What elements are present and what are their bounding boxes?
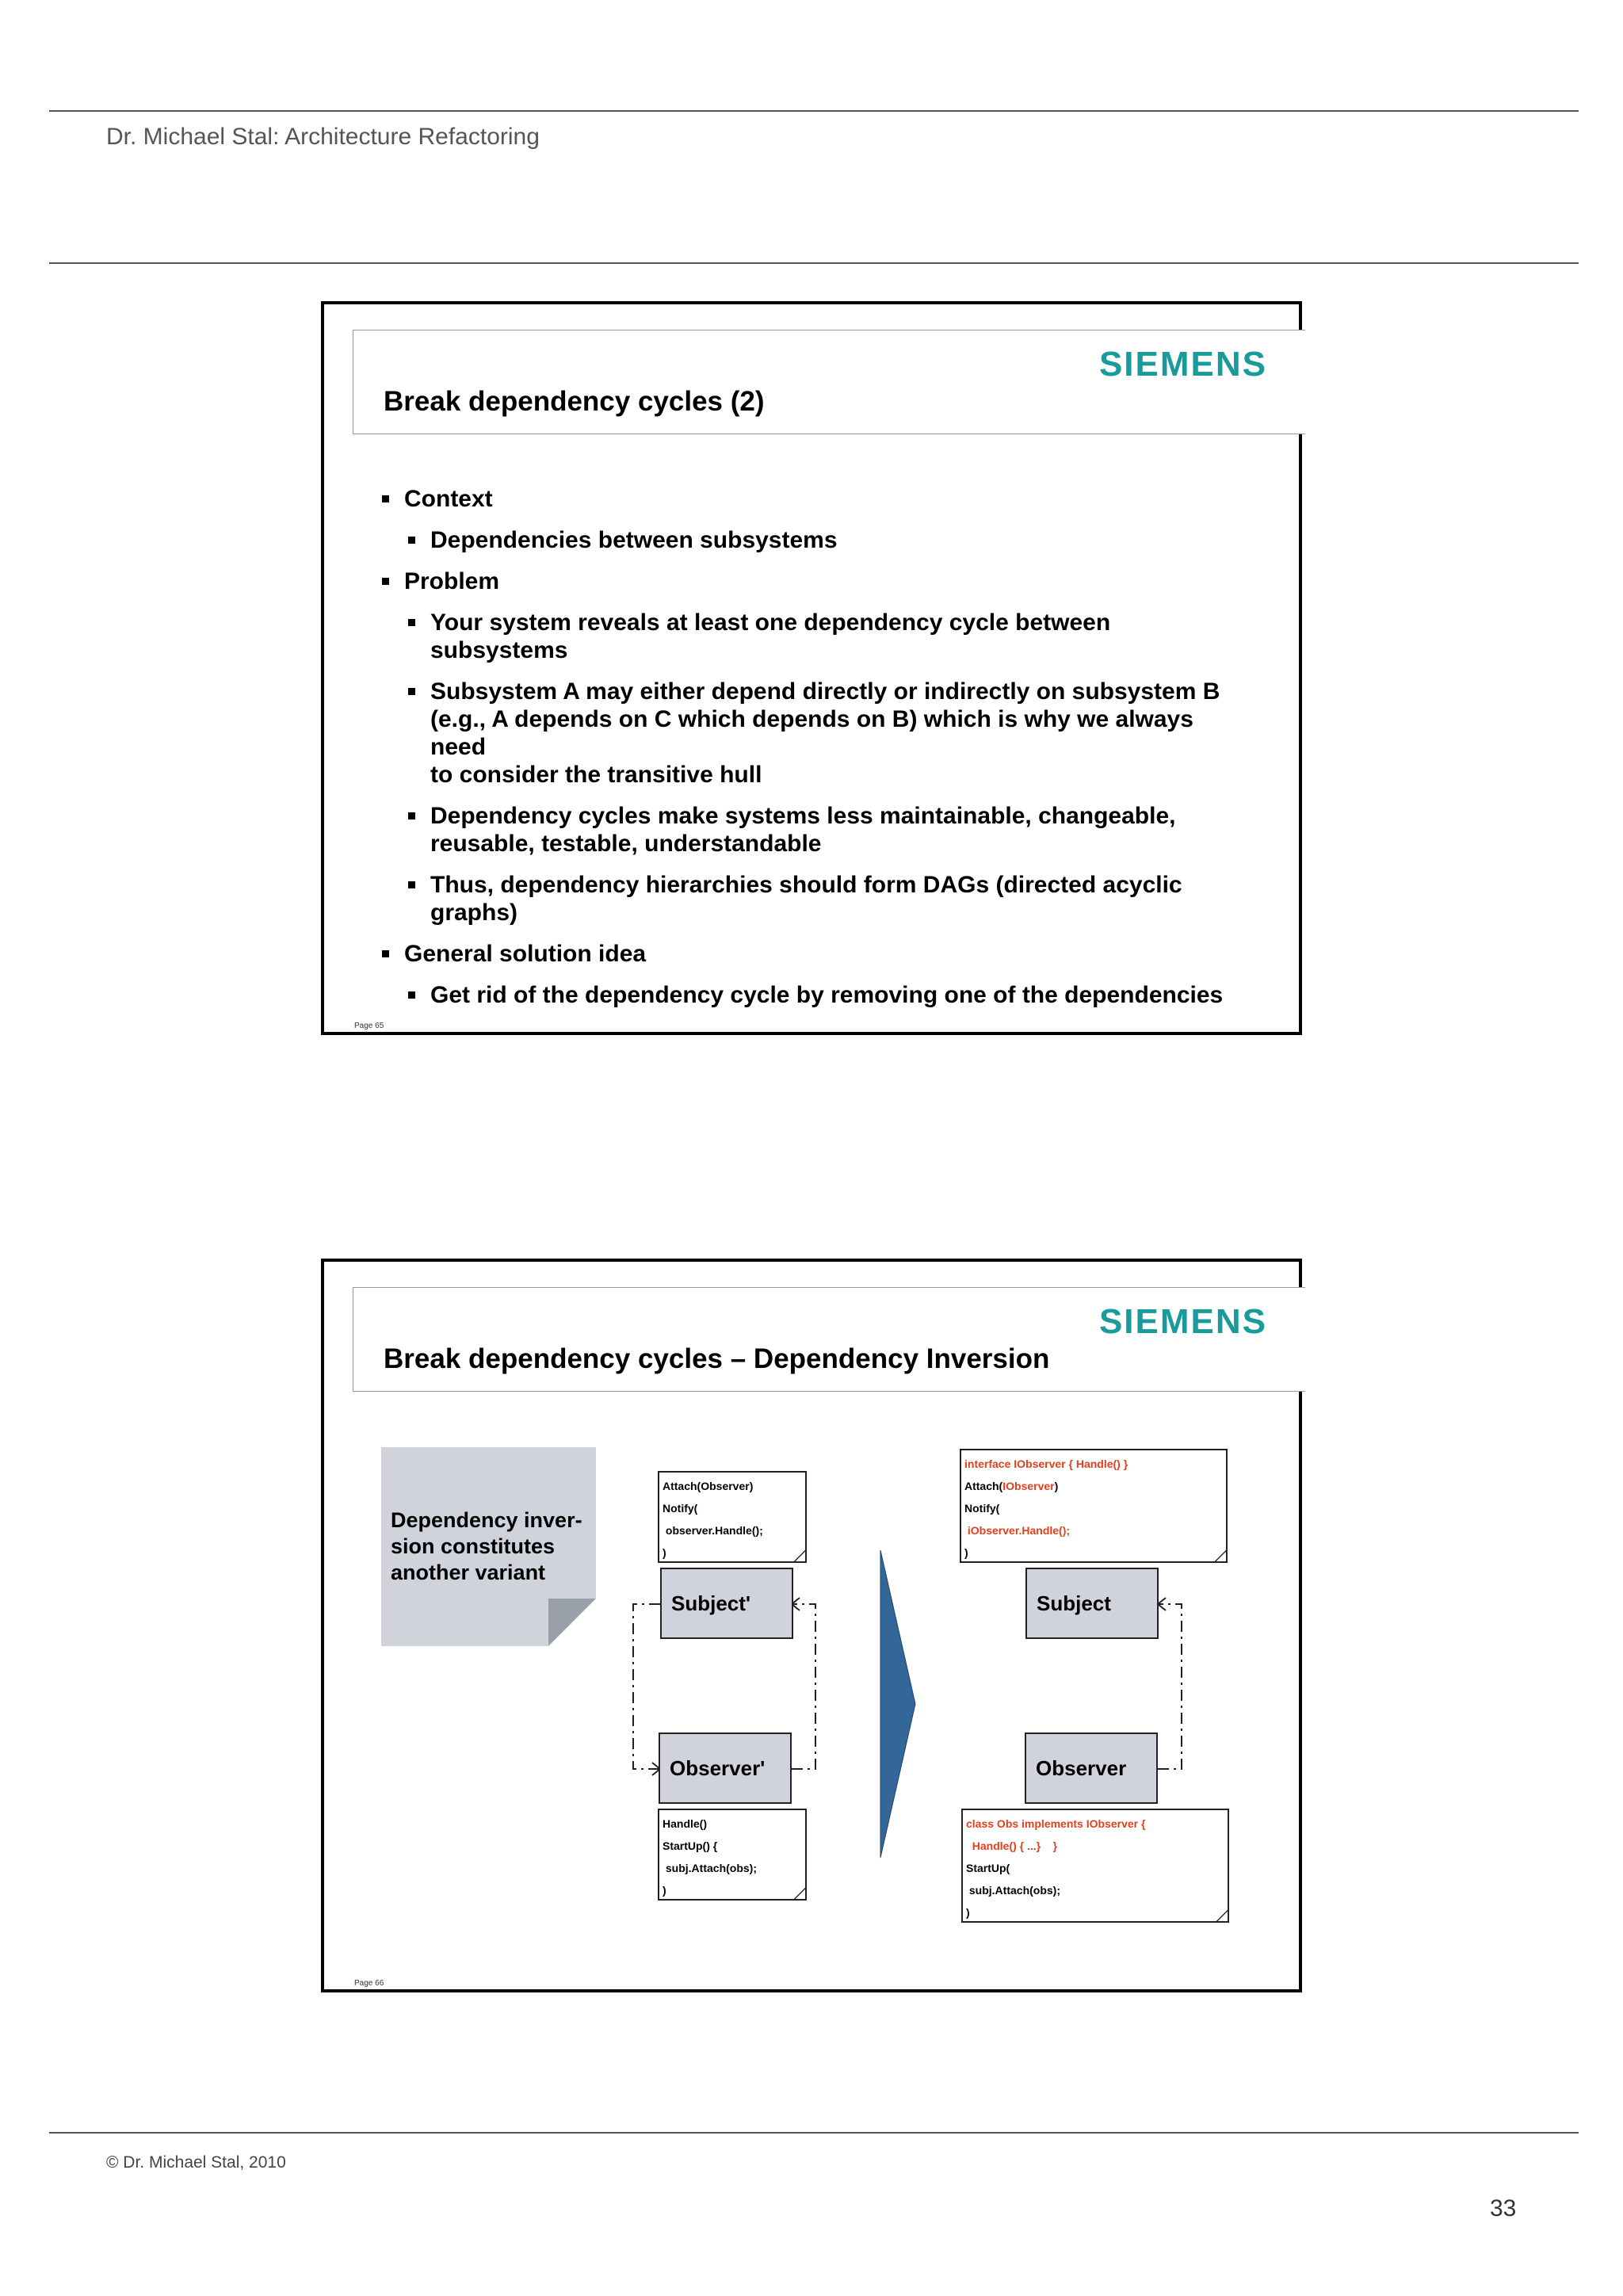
slide-page-label: Page 65: [354, 1022, 384, 1030]
highlighted-code: iObserver.Handle();: [964, 1524, 1071, 1537]
code-text: StartUp(: [966, 1862, 1010, 1874]
inversion-arrow-icon: [880, 1550, 915, 1858]
bullet-icon: [408, 812, 415, 819]
code-line: [964, 1475, 1223, 1497]
header-rule-top: [49, 110, 1579, 112]
subject-class-box: [1025, 1568, 1159, 1639]
bullet-list: [381, 485, 1277, 1022]
code-text: Notify(: [964, 1502, 1000, 1515]
slide-titlebar: [353, 330, 1305, 434]
highlighted-code: Handle() { ...} }: [966, 1839, 1058, 1852]
bullet-icon: [408, 619, 415, 626]
code-text: subj.Attach(obs);: [966, 1884, 1060, 1897]
code-line: [966, 1879, 1224, 1901]
right-dependency-line: [1158, 1604, 1182, 1769]
code-line: subj.Attach(obs);: [663, 1862, 757, 1874]
code-line: [964, 1541, 1223, 1563]
bullet-icon: [382, 578, 389, 585]
siemens-logo: SIEMENS: [1098, 345, 1267, 384]
sub-bullet-item: [381, 609, 1277, 664]
observer-prime-code-note: [658, 1809, 807, 1901]
note-line: Dependency inver-: [391, 1508, 582, 1532]
code-line: Handle(): [663, 1817, 707, 1830]
bullet-text: need: [430, 734, 487, 760]
document-header: Dr. Michael Stal: Architecture Refactoring: [106, 124, 540, 150]
observer-prime-class-box: [659, 1733, 792, 1804]
note-line: another variant: [391, 1561, 546, 1584]
bullet-text: Subsystem A may either depend directly or indirectly on subsystem B: [430, 678, 1220, 705]
code-text: ): [1054, 1480, 1059, 1492]
code-line: [966, 1901, 1224, 1923]
bullet-icon: [382, 950, 389, 957]
page-fold-icon: [792, 1549, 807, 1563]
bullet-text: Get rid of the dependency cycle by removing one of the dependencies: [430, 982, 1224, 1008]
bullet-text: graphs): [430, 900, 518, 926]
code-line: ): [663, 1884, 666, 1897]
highlighted-code: IObserver: [1002, 1480, 1055, 1492]
slide-66: [321, 1259, 1302, 1992]
note-line: sion constitutes: [391, 1534, 556, 1558]
sub-bullet-item: [381, 981, 1277, 1009]
bullet-item: [381, 567, 1277, 595]
page-fold-icon: [1215, 1908, 1229, 1923]
siemens-logo: SIEMENS: [1098, 1302, 1267, 1341]
bullet-icon: [408, 991, 415, 999]
page-fold-icon: [792, 1886, 807, 1901]
code-line: [964, 1453, 1223, 1475]
slide-title: Break dependency cycles – Dependency Inversion: [384, 1343, 1050, 1374]
bullet-text: Your system reveals at least one dependency cycle between: [430, 609, 1111, 636]
highlighted-code: class Obs implements IObserver {: [966, 1817, 1146, 1830]
slide-page-label: Page 66: [354, 1979, 384, 1988]
bullet-text: subsystems: [430, 637, 568, 663]
bullet-text: Thus, dependency hierarchies should form DAGs (directed acyclic: [430, 872, 1182, 898]
code-text: ): [964, 1546, 968, 1559]
class-name: Subject': [671, 1591, 751, 1615]
left-dependency-line: [633, 1604, 660, 1769]
bullet-text: (e.g., A depends on C which depends on B) which is why we always: [430, 706, 1193, 732]
bullet-icon: [408, 881, 415, 888]
code-line: observer.Handle();: [663, 1524, 763, 1537]
sub-bullet-item: [381, 871, 1277, 926]
slide-65: [321, 301, 1302, 1035]
bullet-text: Dependency cycles make systems less maintainable, changeable,: [430, 803, 1176, 829]
sub-bullet-item: [381, 802, 1277, 858]
bullet-text: Context: [404, 486, 493, 512]
code-line: Notify(: [663, 1502, 698, 1515]
subject-prime-class-box: [660, 1568, 793, 1639]
class-name: Observer: [1036, 1756, 1127, 1780]
sub-bullet-item: [381, 526, 1277, 554]
code-line: [964, 1497, 1223, 1519]
bullet-icon: [382, 495, 389, 502]
page-number: 33: [1490, 2195, 1517, 2222]
bullet-text: Dependencies between subsystems: [430, 527, 838, 553]
code-line: [966, 1835, 1224, 1857]
bullet-text: to consider the transitive hull: [430, 762, 762, 788]
code-line: StartUp() {: [663, 1839, 718, 1852]
code-line: [966, 1857, 1224, 1879]
code-text: ): [966, 1906, 970, 1919]
class-name: Subject: [1037, 1591, 1111, 1615]
code-text: Attach(: [964, 1480, 1003, 1492]
code-line: [964, 1519, 1223, 1541]
bullet-text: General solution idea: [404, 941, 647, 967]
header-rule-bottom: [49, 262, 1579, 264]
observer-class-box: [1025, 1733, 1158, 1804]
subject-prime-code-note: [658, 1471, 807, 1563]
code-line: ): [663, 1546, 666, 1559]
bullet-text: reusable, testable, understandable: [430, 831, 822, 857]
observer-code-note: [961, 1809, 1229, 1923]
left-dependency-line: [792, 1604, 815, 1769]
bullet-text: Problem: [404, 568, 500, 594]
page-fold-icon: [1213, 1549, 1228, 1563]
bullet-icon: [408, 688, 415, 695]
document-footer: © Dr. Michael Stal, 2010: [106, 2153, 286, 2172]
code-line: Attach(Observer): [663, 1480, 754, 1492]
footer-rule: [49, 2132, 1579, 2134]
slide-title: Break dependency cycles (2): [384, 386, 765, 417]
highlighted-code: interface IObserver { Handle() }: [964, 1457, 1128, 1470]
bullet-item: [381, 485, 1277, 513]
sub-bullet-item: [381, 678, 1277, 789]
class-name: Observer': [670, 1756, 766, 1780]
code-line: [966, 1813, 1224, 1835]
bullet-item: [381, 940, 1277, 968]
subject-code-note: [960, 1449, 1228, 1563]
bullet-icon: [408, 537, 415, 544]
